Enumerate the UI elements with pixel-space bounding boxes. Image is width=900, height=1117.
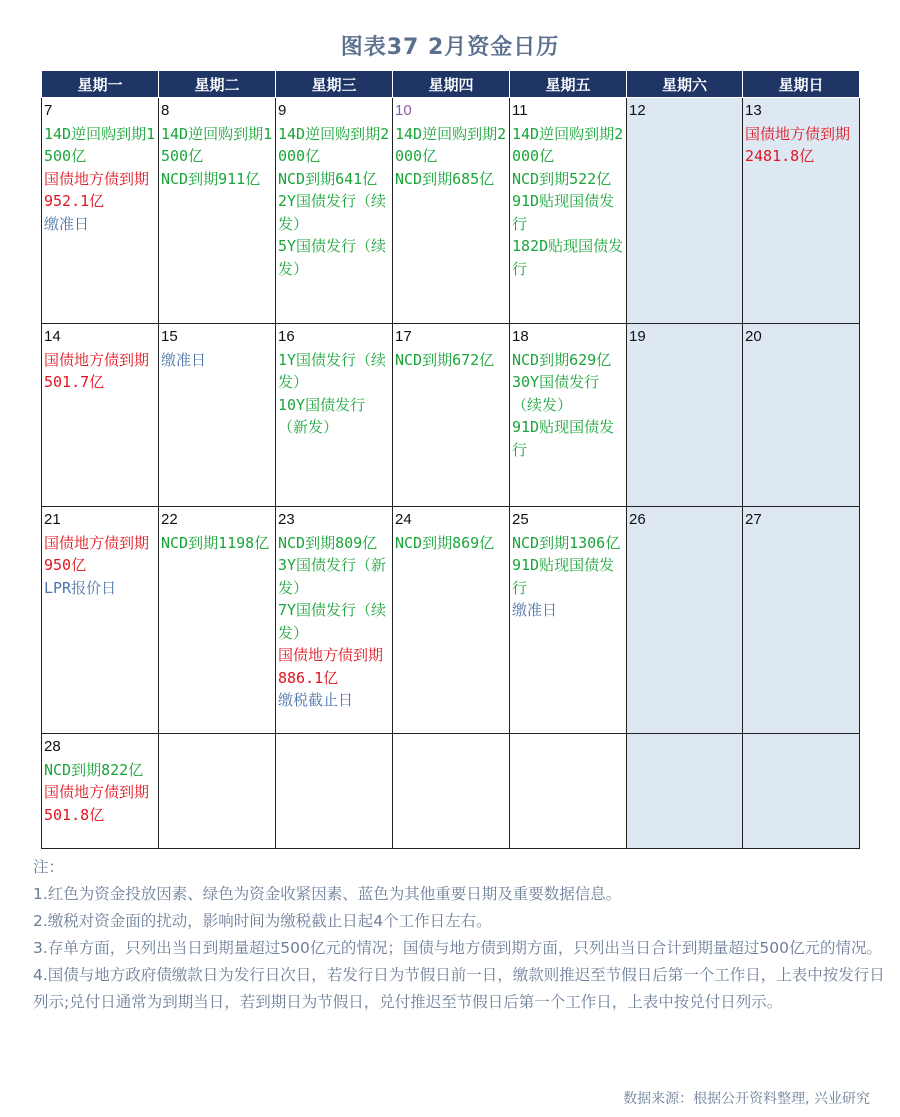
- day-number: [161, 736, 274, 759]
- notes: [33, 854, 888, 1016]
- source-note: 数据来源：根据公开资料整理, 兴业研究: [623, 1091, 870, 1107]
- day-number: 15: [161, 328, 178, 345]
- day-number: 27: [745, 511, 762, 528]
- calendar-week-row: [42, 98, 860, 324]
- calendar-event: 91D贴现国债发行: [512, 418, 615, 459]
- calendar-day-cell: [159, 507, 276, 734]
- calendar-event: 国债地方债到期886.1亿: [278, 646, 384, 687]
- calendar-day-cell: [510, 507, 627, 734]
- day-number: [278, 736, 391, 759]
- calendar-event: NCD到期522亿: [512, 169, 612, 188]
- calendar-event: 30Y国债发行（续发）: [512, 373, 600, 414]
- day-number: 23: [278, 511, 295, 528]
- calendar-event: 缴准日: [44, 214, 90, 233]
- calendar-day-cell: [159, 98, 276, 324]
- calendar-event: 91D贴现国债发行: [512, 192, 615, 233]
- calendar-event: 国债地方债到期501.8亿: [44, 783, 150, 824]
- weekday-thursday: 星期四: [393, 71, 510, 98]
- calendar-event: NCD到期672亿: [395, 350, 495, 369]
- calendar-event: 国债地方债到期501.7亿: [44, 350, 150, 391]
- weekday-sunday: 星期日: [743, 71, 860, 98]
- calendar-event: 5Y国债发行（续发）: [278, 237, 387, 278]
- calendar-day-cell: [276, 98, 393, 324]
- calendar-day-cell: [159, 324, 276, 507]
- day-number: [745, 736, 858, 759]
- day-number: 28: [44, 738, 61, 755]
- calendar-event: NCD到期629亿: [512, 350, 612, 369]
- calendar-event: 国债地方债到期952.1亿: [44, 169, 150, 210]
- day-number: 17: [395, 328, 412, 345]
- day-number: 8: [161, 102, 170, 119]
- calendar-event: 10Y国债发行（新发）: [278, 395, 366, 436]
- calendar-event: 91D贴现国债发行: [512, 556, 615, 597]
- calendar-event: 182D贴现国债发行: [512, 237, 624, 278]
- day-number: [395, 736, 508, 759]
- notes-heading: 注：: [33, 858, 65, 876]
- calendar-event: 缴准日: [512, 601, 558, 619]
- calendar-event: NCD到期1198亿: [161, 533, 270, 552]
- note-item: 1.红色为资金投放因素、绿色为资金收紧因素、蓝色为其他重要日期及重要数据信息。: [33, 885, 622, 903]
- calendar-event: NCD到期641亿: [278, 169, 378, 188]
- calendar-day-cell: [627, 98, 743, 324]
- calendar-day-cell: [627, 324, 743, 507]
- calendar-event: 国债地方债到期950亿: [44, 533, 150, 574]
- day-number: 24: [395, 511, 412, 528]
- calendar-day-cell: [42, 98, 159, 324]
- calendar-event: NCD到期1306亿: [512, 533, 621, 552]
- weekday-friday: 星期五: [510, 71, 627, 98]
- calendar-day-cell: [393, 324, 510, 507]
- calendar-day-cell: [276, 734, 393, 849]
- calendar-event: 14D逆回购到期1500亿: [161, 124, 273, 165]
- calendar-event: 14D逆回购到期2000亿: [512, 124, 624, 165]
- calendar-day-cell: [743, 98, 860, 324]
- calendar-event: 14D逆回购到期1500亿: [44, 124, 156, 165]
- note-item: 4.国债与地方政府债缴款日为发行日次日，若发行日为节假日前一日，缴款则推迟至节假日后第一个工作日，上表中按发行日列示;兑付日通常为到期当日，若到期日为节假日，兑付推迟至节假日后第一个工作日，上表中按兑付日列示。: [33, 966, 885, 1011]
- note-item: 3.存单方面，只列出当日到期量超过500亿元的情况；国债与地方债到期方面，只列出当日合计到期量超过500亿元的情况。: [33, 939, 882, 957]
- calendar-day-cell: [510, 734, 627, 849]
- weekday-wednesday: 星期三: [276, 71, 393, 98]
- weekday-tuesday: 星期二: [159, 71, 276, 98]
- calendar-day-cell: [159, 734, 276, 849]
- calendar-day-cell: [42, 324, 159, 507]
- calendar-day-cell: [393, 507, 510, 734]
- calendar-day-cell: [276, 324, 393, 507]
- day-number: 25: [512, 511, 529, 528]
- weekday-saturday: 星期六: [627, 71, 743, 98]
- day-number: 21: [44, 511, 61, 528]
- calendar-event: 缴准日: [161, 350, 207, 369]
- calendar-event: 1Y国债发行（续发）: [278, 350, 387, 391]
- calendar-event: NCD到期869亿: [395, 533, 495, 552]
- calendar-event: 14D逆回购到期2000亿: [395, 124, 507, 165]
- calendar-day-cell: [510, 324, 627, 507]
- calendar-event: 国债地方债到期2481.8亿: [745, 124, 851, 165]
- calendar-week-row: [42, 734, 860, 849]
- calendar-event: NCD到期822亿: [44, 760, 144, 779]
- calendar-day-cell: [627, 507, 743, 734]
- day-number: 16: [278, 328, 295, 345]
- day-number: 14: [44, 328, 61, 345]
- day-number: 12: [629, 102, 646, 119]
- day-number: 11: [512, 102, 528, 119]
- day-number: 20: [745, 328, 762, 345]
- calendar-event: NCD到期685亿: [395, 169, 495, 188]
- weekday-header-row: [42, 71, 860, 98]
- day-number: 7: [44, 102, 53, 119]
- calendar-day-cell: [743, 324, 860, 507]
- note-item: 2.缴税对资金面的扰动，影响时间为缴税截止日起4个工作日左右。: [33, 912, 492, 930]
- calendar-day-cell: [42, 734, 159, 849]
- calendar-week-row: [42, 324, 860, 507]
- day-number: 22: [161, 511, 178, 528]
- day-number: [629, 736, 741, 759]
- calendar-day-cell: [743, 734, 860, 849]
- day-number: 18: [512, 328, 529, 345]
- funding-calendar: [41, 70, 860, 849]
- day-number: 19: [629, 328, 646, 345]
- weekday-monday: 星期一: [42, 71, 159, 98]
- calendar-event: NCD到期809亿: [278, 533, 378, 552]
- day-number: [512, 736, 625, 759]
- day-number: 26: [629, 511, 646, 528]
- calendar-day-cell: [393, 98, 510, 324]
- calendar-day-cell: [42, 507, 159, 734]
- calendar-event: 缴税截止日: [278, 691, 354, 709]
- calendar-day-cell: [627, 734, 743, 849]
- calendar-day-cell: [743, 507, 860, 734]
- calendar-day-cell: [510, 98, 627, 324]
- day-number: 10: [395, 102, 412, 119]
- calendar-event: 3Y国债发行（新发）: [278, 556, 387, 597]
- calendar-event: 14D逆回购到期2000亿: [278, 124, 390, 165]
- day-number: 9: [278, 102, 287, 119]
- calendar-event: NCD到期911亿: [161, 169, 261, 188]
- page-title: 图表37 2月资金日历: [340, 35, 560, 60]
- calendar-day-cell: [393, 734, 510, 849]
- calendar-week-row: [42, 507, 860, 734]
- calendar-day-cell: [276, 507, 393, 734]
- calendar-event: 7Y国债发行（续发）: [278, 601, 387, 642]
- calendar-event: 2Y国债发行（续发）: [278, 192, 387, 233]
- day-number: 13: [745, 102, 762, 119]
- calendar-event: LPR报价日: [44, 578, 117, 597]
